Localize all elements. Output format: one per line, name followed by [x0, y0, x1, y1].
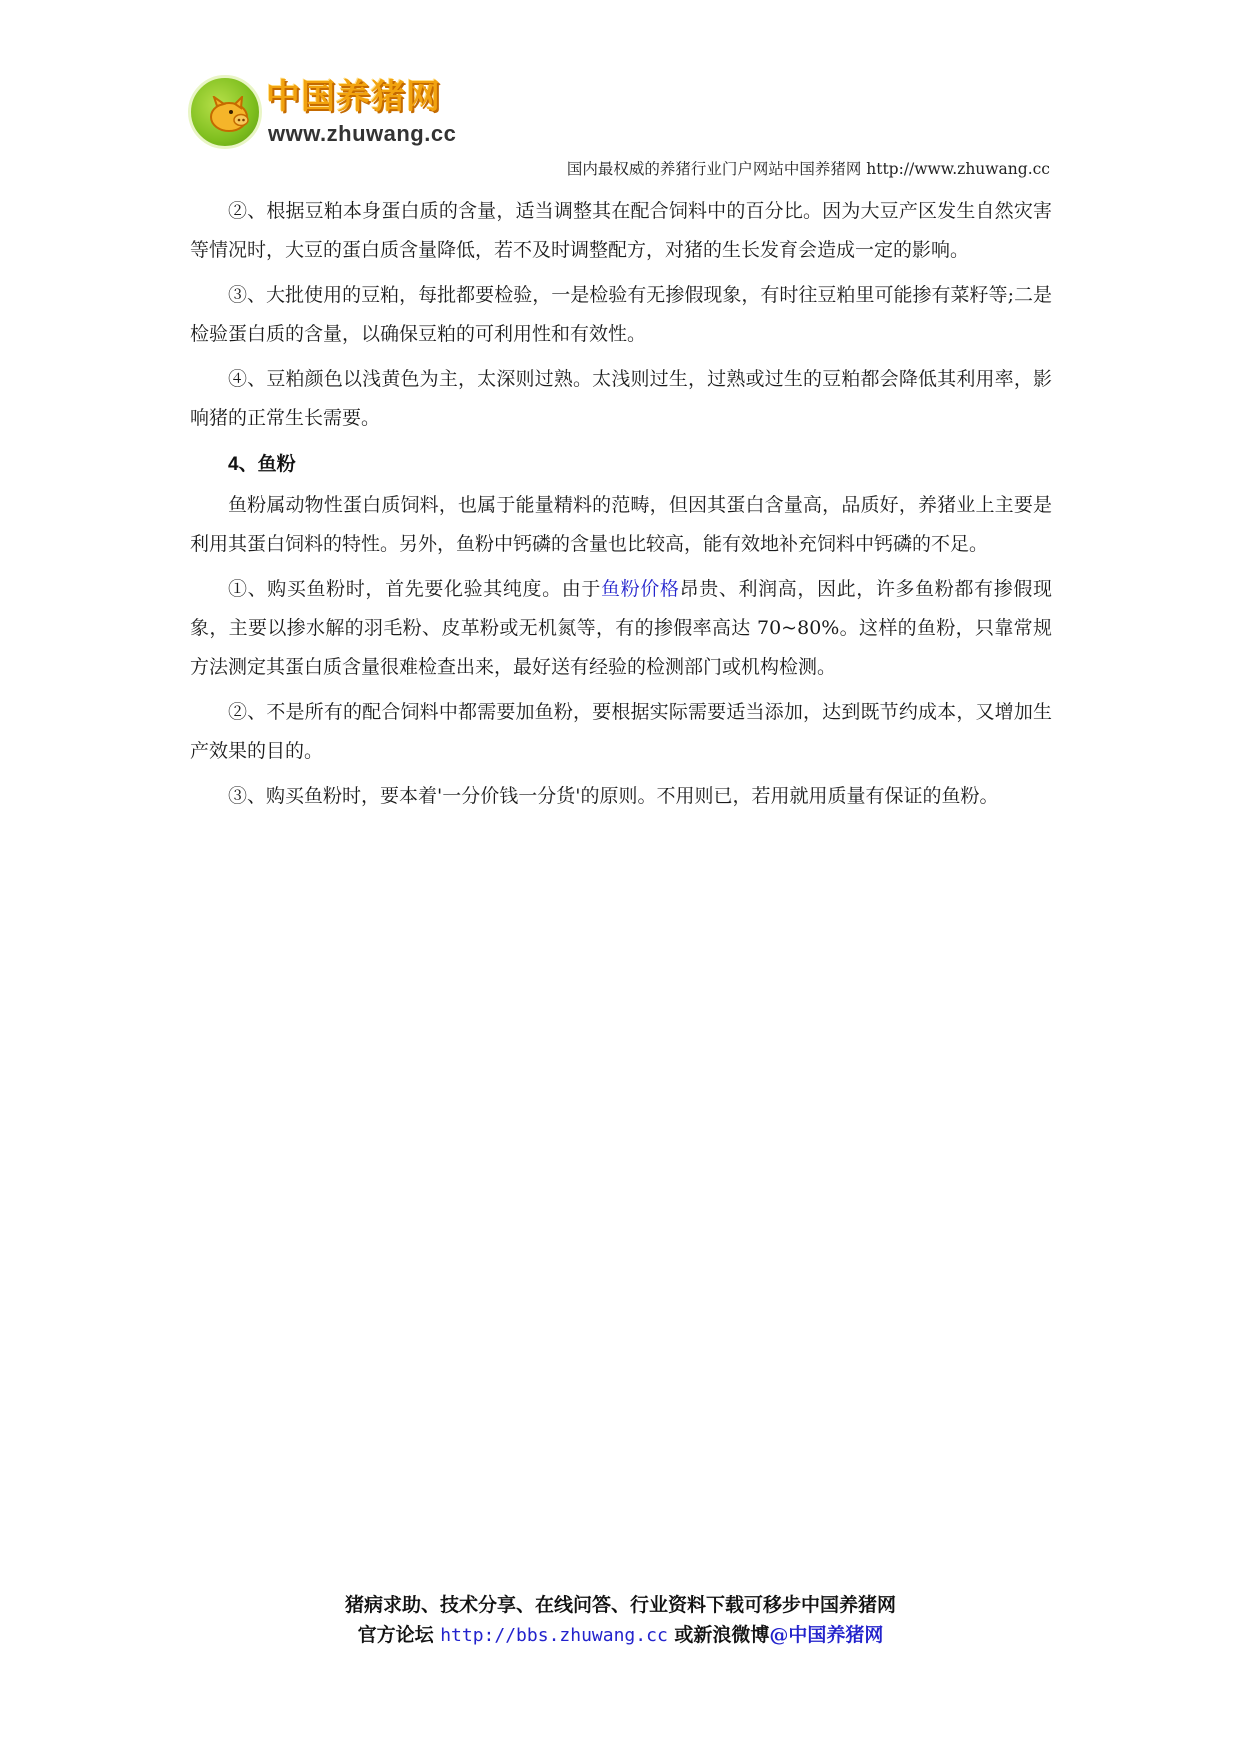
site-logo [188, 75, 478, 155]
logo-url: www.zhuwang.cc [268, 121, 457, 146]
pig-badge-icon [188, 75, 262, 149]
paragraph: ②、根据豆粕本身蛋白质的含量，适当调整其在配合饲料中的百分比。因为大豆产区发生自然灾害等情况时，大豆的蛋白质含量降低，若不及时调整配方，对猪的生长发育会造成一定的影响。 [190, 200, 1052, 261]
paragraph [190, 570, 1052, 687]
pig-icon [205, 96, 251, 134]
paragraph-text: ①、购买鱼粉时，首先要化验其纯度。由于 [228, 578, 602, 600]
article-body [190, 192, 1052, 822]
paragraph: ②、不是所有的配合饲料中都需要加鱼粉，要根据实际需要适当添加，达到既节约成本，又增加生产效果的目的。 [190, 701, 1052, 762]
page-footer [0, 1590, 1241, 1651]
paragraph: ③、购买鱼粉时，要本着'一分价钱一分货'的原则。不用则已，若用就用质量有保证的鱼粉。 [228, 785, 999, 807]
logo-title: 中国养猪网 [266, 77, 441, 117]
weibo-link[interactable]: @中国养猪网 [769, 1624, 884, 1646]
paragraph: ③、大批使用的豆粕，每批都要检验，一是检验有无掺假现象，有时往豆粕里可能掺有菜籽等;二是检验蛋白质的含量，以确保豆粕的可利用性和有效性。 [190, 284, 1052, 345]
footer-line: 猪病求助、技术分享、在线问答、行业资料下载可移步中国养猪网 [344, 1594, 896, 1616]
header-tagline: 国内最权威的养猪行业门户网站中国养猪网 http://www.zhuwang.cc [566, 160, 1050, 178]
fishmeal-price-link[interactable]: 鱼粉价格 [601, 578, 680, 600]
footer-line [0, 1620, 1241, 1651]
footer-text: 官方论坛 [357, 1624, 441, 1646]
paragraph-text: 昂贵、利润高，因此，许多鱼粉都有掺假现象，主要以掺水解的羽毛粉、皮革粉或无机氮等，有的掺假率高达 70~80%。这样的鱼粉，只靠常规方法测定其蛋白质含量很难检查出来，最好送有经验的检测部门或机构检测。 [190, 578, 1052, 678]
paragraph: ④、豆粕颜色以浅黄色为主，太深则过熟。太浅则过生，过熟或过生的豆粕都会降低其利用率，影响猪的正常生长需要。 [190, 368, 1052, 429]
footer-text: 或新浪微博 [667, 1624, 770, 1646]
section-heading: 4、鱼粉 [228, 454, 296, 475]
paragraph: 鱼粉属动物性蛋白质饲料，也属于能量精料的范畴，但因其蛋白含量高，品质好，养猪业上主要是利用其蛋白饲料的特性。另外，鱼粉中钙磷的含量也比较高，能有效地补充饲料中钙磷的不足。 [190, 494, 1052, 555]
forum-link[interactable]: http://bbs.zhuwang.cc [440, 1625, 668, 1646]
